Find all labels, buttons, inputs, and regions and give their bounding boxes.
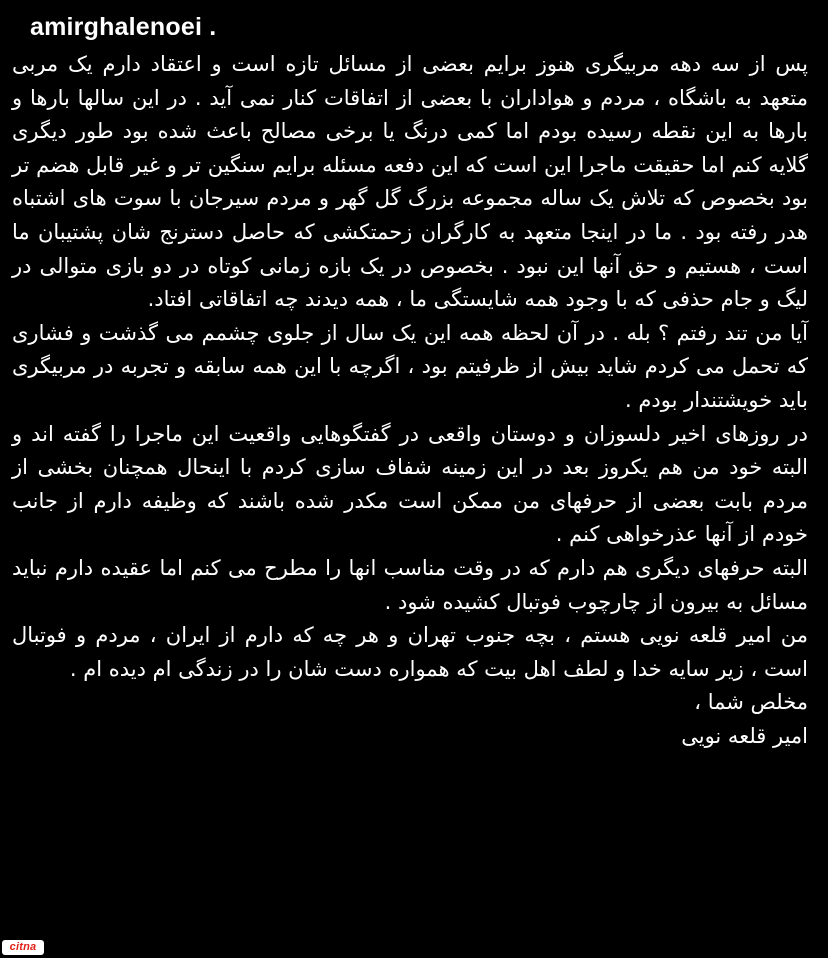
- caption-closing: مخلص شما ،: [694, 690, 808, 715]
- caption-paragraph-3: در روزهای اخیر دلسوزان و دوستان واقعی در گفتگوهایی واقعیت این ماجرا را گفته اند و البته خود من هم یکروز بعد در این زمینه شفاف سازی کردم با اینحال همچنان بخشی از مردم بابت بعضی از حرفهای من ممکن است مکدر شده باشند که وظیفه دارم از جانب خودم از آنها عذرخواهی کنم .: [12, 421, 808, 547]
- post-username[interactable]: amirghalenoei .: [30, 13, 217, 41]
- watermark-text: citna: [9, 941, 37, 953]
- caption-signature: امیر قلعه نویی: [681, 723, 808, 748]
- caption-paragraph-4: البته حرفهای دیگری هم دارم که در وقت مناسب انها را مطرح می کنم اما عقیده دارم نباید مسائل به بیرون از چارچوب فوتبال کشیده شود . من امیر قلعه نویی هستم ، بچه جنوب تهران و هر چه که دارم از ایران ، مردم و فوتبال است ، زیر سایه خدا و لطف اهل بیت که همواره دست شان را در زندگی ام دیده ام .: [12, 555, 808, 681]
- citna-watermark-logo: [2, 940, 44, 955]
- post-caption: [12, 48, 808, 753]
- caption-paragraph-2: آیا من تند رفتم ؟ بله . در آن لحظه همه این یک سال از جلوی چشمم می گذشت و فشاری که تحمل می کردم شاید بیش از ظرفیتم بود ، اگرچه با این همه سابقه و تجربه در مربیگری باید خویشتندار بودم .: [12, 320, 808, 412]
- caption-paragraph-1: پس از سه دهه مربیگری هنوز برایم بعضی از مسائل تازه است و اعتقاد دارم یک مربی متعهد به باشگاه ، مردم و هواداران با بعضی از اتفاقات کنار نمی آید . در این سالها بارها و بارها به این نقطه رسیده بودم اما کمی درنگ یا برخی مصالح باعث شده بود طور دیگری گلایه کنم اما حقیقت ماجرا این است که این دفعه مسئله برایم سنگین تر و غیر قابل هضم تر بود بخصوص که تلاش یک ساله مجموعه بزرگ گل گهر و مردم سیرجان با سوت های اشتباه هدر رفته بود . ما در اینجا متعهد به کارگران زحمتکشی که حاصل دسترنج شان پشتیبان ما است ، هستیم و حق آنها این نبود . بخصوص در یک بازه زمانی کوتاه در دو بازی متوالی در لیگ و جام حذفی که با وجود همه شایستگی ما ، همه دیدند چه اتفاقاتی افتاد.: [12, 52, 808, 312]
